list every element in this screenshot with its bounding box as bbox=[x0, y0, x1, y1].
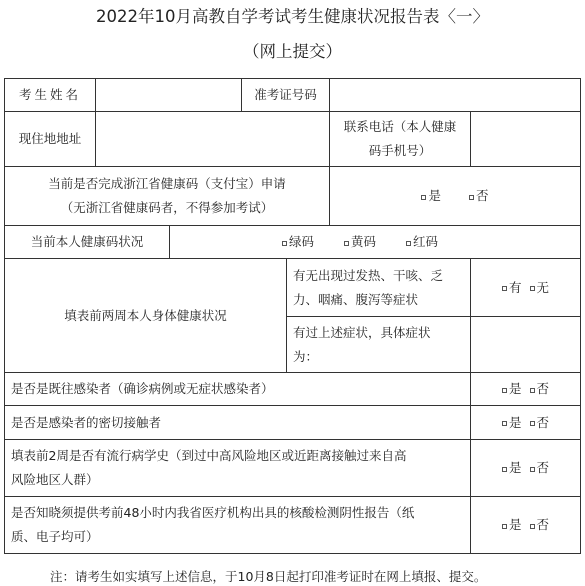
report-options-cell bbox=[470, 496, 581, 554]
address-label: 现住地地址 bbox=[18, 131, 82, 146]
travel-options-cell bbox=[470, 439, 581, 497]
infected-no-label: 否 bbox=[536, 381, 550, 396]
checkbox-icon[interactable] bbox=[530, 421, 535, 426]
report-label-line-2: 质、电子均可） bbox=[11, 529, 99, 544]
symptom-none-option[interactable] bbox=[530, 276, 550, 300]
health-label-cell bbox=[4, 258, 287, 373]
checkbox-icon[interactable] bbox=[469, 195, 474, 200]
apply-no-label: 否 bbox=[476, 188, 489, 203]
symptom-question-line-2: 力、咽痛、腹泻等症状 bbox=[293, 291, 419, 307]
code-status-label-cell bbox=[4, 225, 170, 259]
report-no-label: 否 bbox=[536, 517, 550, 532]
travel-label-line-1: 填表前2周是否有流行病学史（到过中高风险地区或近距离接触过来自高 bbox=[11, 448, 407, 463]
symptom-detail-input-cell[interactable] bbox=[470, 316, 581, 373]
apply-yes-label: 是 bbox=[428, 188, 441, 203]
footer-note: 注：请考生如实填写上述信息，于10月8日起打印准考证时在网上填报、提交。 bbox=[50, 569, 487, 584]
checkbox-icon[interactable] bbox=[502, 524, 507, 529]
checkbox-icon[interactable] bbox=[421, 195, 426, 200]
travel-no-label: 否 bbox=[536, 460, 550, 475]
page-subtitle: （网上提交） bbox=[243, 42, 342, 61]
name-label-cell bbox=[4, 78, 96, 112]
phone-label-cell bbox=[329, 111, 471, 167]
code-yellow-option[interactable] bbox=[344, 230, 376, 254]
symptom-have-option[interactable] bbox=[502, 276, 522, 300]
symptom-have-label: 有 bbox=[508, 279, 522, 295]
symptom-question-line-1: 有无出现过发热、干咳、乏 bbox=[293, 267, 444, 283]
code-yellow-label: 黄码 bbox=[351, 234, 377, 249]
apply-no-option[interactable] bbox=[469, 184, 489, 208]
code-green-label: 绿码 bbox=[289, 234, 315, 249]
report-no-option[interactable] bbox=[530, 513, 550, 537]
phone-label-line-2: 码手机号） bbox=[368, 143, 432, 158]
apply-yes-option[interactable] bbox=[421, 184, 441, 208]
contact-no-option[interactable] bbox=[530, 411, 550, 435]
travel-label-line-2: 风险地区人群） bbox=[11, 472, 99, 487]
phone-label-line-1: 联系电话（本人健康 bbox=[343, 119, 457, 134]
checkbox-icon[interactable] bbox=[282, 241, 287, 246]
ticket-label: 准考证号码 bbox=[254, 87, 317, 102]
infected-label-cell bbox=[4, 372, 471, 406]
checkbox-icon[interactable] bbox=[530, 388, 535, 393]
page-title: 2022年10月高教自学考试考生健康状况报告表〈一〉 bbox=[96, 7, 489, 26]
infected-yes-label: 是 bbox=[508, 381, 522, 396]
checkbox-icon[interactable] bbox=[502, 467, 507, 472]
symptom-detail-line-1: 有过上述症状，具体症状 bbox=[293, 324, 431, 340]
code-red-option[interactable] bbox=[406, 230, 438, 254]
symptom-question-cell bbox=[286, 258, 471, 317]
ticket-label-cell bbox=[241, 78, 330, 112]
checkbox-icon[interactable] bbox=[502, 421, 507, 426]
travel-no-option[interactable] bbox=[530, 456, 550, 480]
phone-input-cell[interactable] bbox=[470, 111, 581, 167]
name-input-cell[interactable] bbox=[95, 78, 242, 112]
apply-label-line-2: （无浙江省健康码者，不得参加考试） bbox=[60, 200, 274, 215]
health-label: 填表前两周本人身体健康状况 bbox=[64, 307, 227, 323]
symptom-none-label: 无 bbox=[536, 279, 550, 295]
name-label: 考生姓名 bbox=[18, 87, 81, 102]
travel-yes-option[interactable] bbox=[502, 456, 522, 480]
code-green-option[interactable] bbox=[282, 230, 314, 254]
travel-yes-label: 是 bbox=[508, 460, 522, 475]
symptom-detail-line-2: 为： bbox=[293, 348, 319, 364]
contact-no-label: 否 bbox=[536, 414, 550, 430]
report-label-cell bbox=[4, 496, 471, 554]
ticket-input-cell[interactable] bbox=[329, 78, 581, 112]
checkbox-icon[interactable] bbox=[530, 524, 535, 529]
code-red-label: 红码 bbox=[413, 234, 439, 249]
address-label-cell bbox=[4, 111, 96, 167]
contact-yes-label: 是 bbox=[508, 414, 522, 430]
apply-label-line-1: 当前是否完成浙江省健康码（支付宝）申请 bbox=[48, 176, 286, 191]
code-status-label: 当前本人健康码状况 bbox=[30, 234, 144, 249]
checkbox-icon[interactable] bbox=[530, 467, 535, 472]
infected-label: 是否是既往感染者（确诊病例或无症状感染者） bbox=[11, 381, 274, 396]
contact-label-cell bbox=[4, 405, 471, 440]
checkbox-icon[interactable] bbox=[530, 286, 535, 291]
apply-label-cell bbox=[4, 166, 330, 226]
checkbox-icon[interactable] bbox=[406, 241, 411, 246]
contact-yes-option[interactable] bbox=[502, 411, 522, 435]
report-yes-label: 是 bbox=[508, 517, 522, 532]
infected-yes-option[interactable] bbox=[502, 377, 522, 401]
contact-options-cell bbox=[470, 405, 581, 440]
report-label-line-1: 是否知晓须提供考前48小时内我省医疗机构出具的核酸检测阴性报告（纸 bbox=[11, 505, 415, 520]
checkbox-icon[interactable] bbox=[344, 241, 349, 246]
travel-label-cell bbox=[4, 439, 471, 497]
address-input-cell[interactable] bbox=[95, 111, 330, 167]
checkbox-icon[interactable] bbox=[502, 286, 507, 291]
symptom-options-cell bbox=[470, 258, 581, 317]
checkbox-icon[interactable] bbox=[502, 388, 507, 393]
apply-options-cell bbox=[329, 166, 581, 226]
code-status-options-cell bbox=[169, 225, 581, 259]
infected-options-cell bbox=[470, 372, 581, 406]
report-yes-option[interactable] bbox=[502, 513, 522, 537]
infected-no-option[interactable] bbox=[530, 377, 550, 401]
symptom-detail-cell bbox=[286, 316, 471, 373]
contact-label: 是否是感染者的密切接触者 bbox=[11, 414, 162, 430]
